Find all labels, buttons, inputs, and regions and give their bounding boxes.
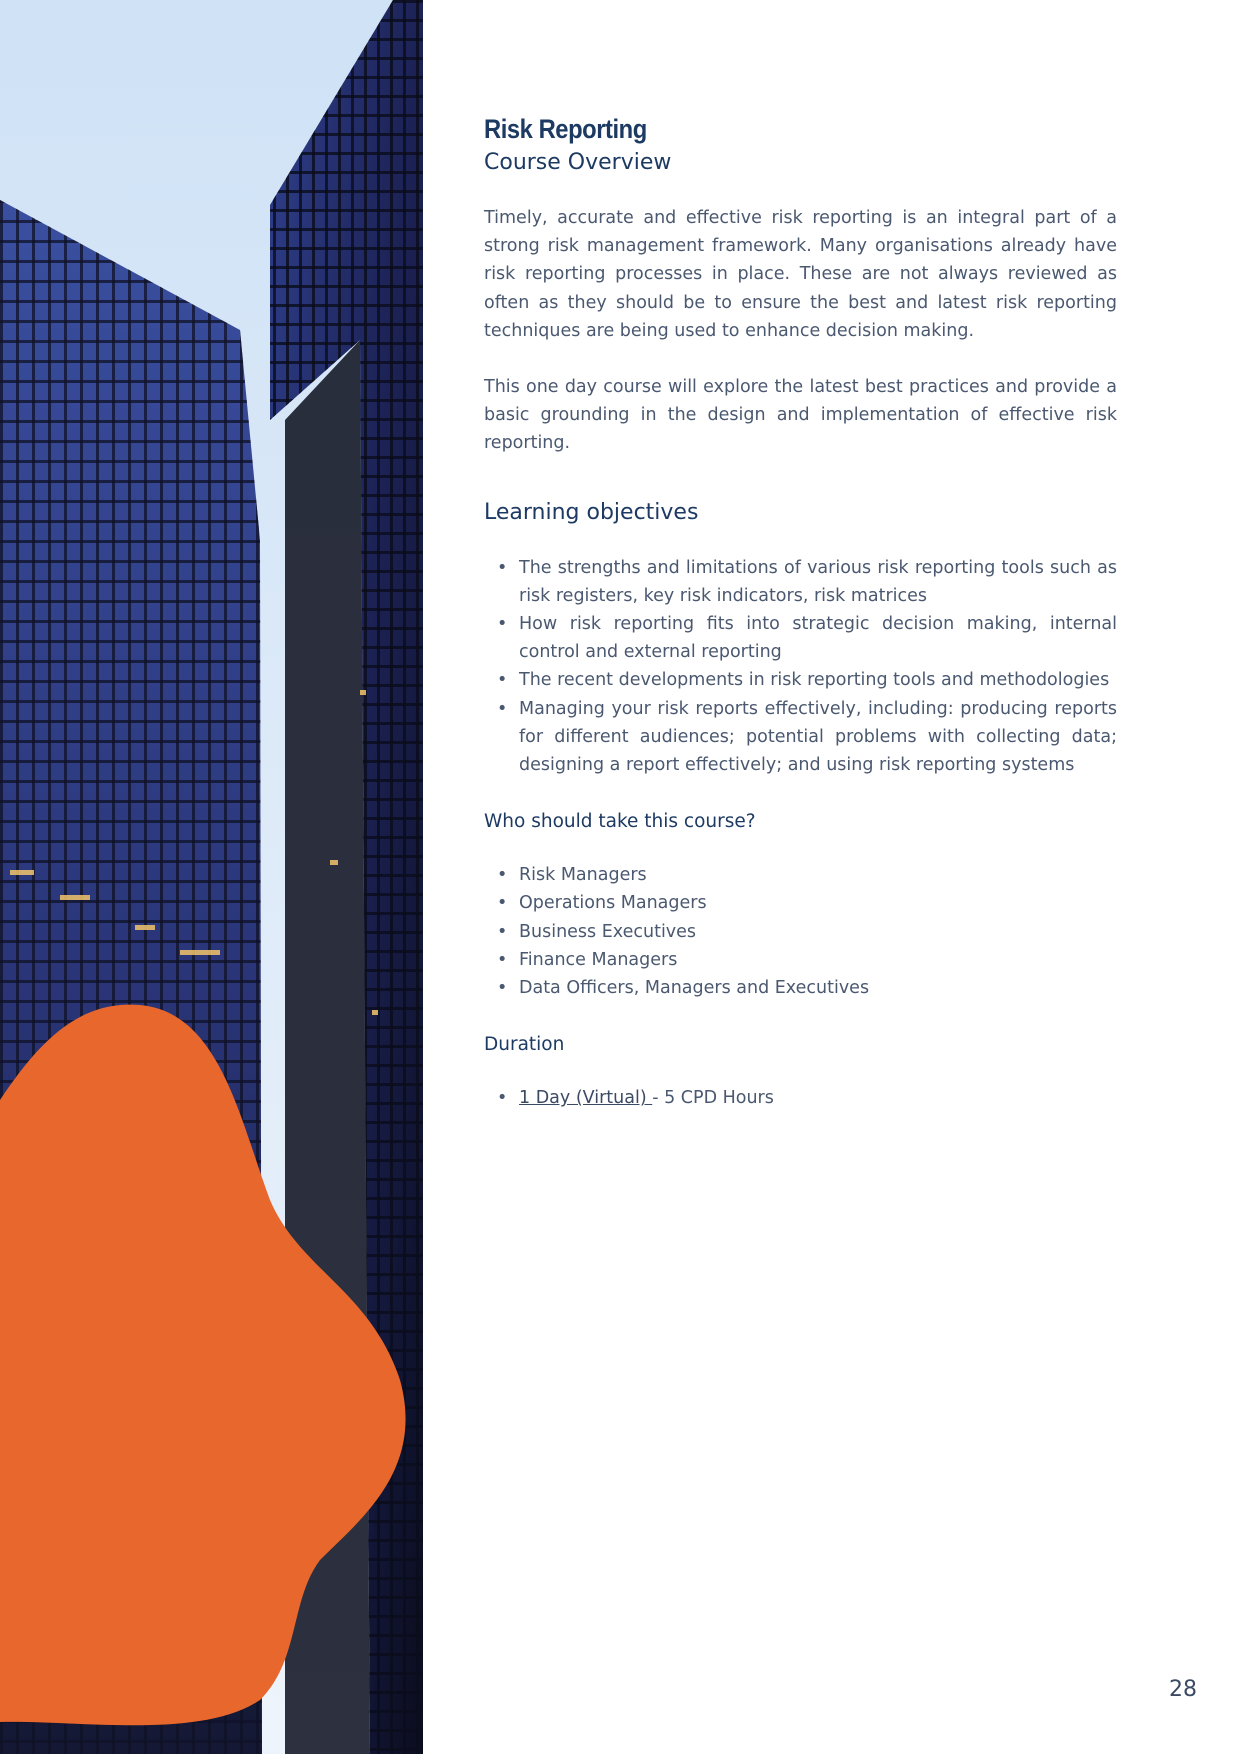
duration-list xyxy=(484,1084,1117,1112)
list-item: • How risk reporting fits into strategic decision making, internal control and external reporting xyxy=(484,610,1117,666)
list-item: • Business Executives xyxy=(484,918,1117,946)
list-item xyxy=(484,1084,1117,1112)
audience-list xyxy=(484,861,1117,1002)
list-item: • Data Officers, Managers and Executives xyxy=(484,974,1117,1002)
duration-suffix: - 5 CPD Hours xyxy=(652,1088,774,1109)
overview-paragraph: Timely, accurate and effective risk reporting is an integral part of a strong risk management framework. Many organisations already have risk reporting processes in place. These are not always reviewed as often as they should be to ensure the best and latest risk reporting techniques are being used to enhance decision making. xyxy=(484,208,1117,341)
list-item: • The strengths and limitations of various risk reporting tools such as risk registers, key risk indicators, risk matrices xyxy=(484,554,1117,610)
page-title: Risk Reporting xyxy=(484,114,647,144)
list-item: • The recent developments in risk reporting tools and methodologies xyxy=(484,666,1117,694)
list-item: • Operations Managers xyxy=(484,889,1117,917)
list-item: • Finance Managers xyxy=(484,946,1117,974)
building-photo xyxy=(0,0,423,1754)
list-item: • Managing your risk reports effectively, including: producing reports for different audiences; potential problems with collecting data; designing a report effectively; and using risk reporting systems xyxy=(484,695,1117,780)
overview-paragraph: This one day course will explore the latest best practices and provide a basic grounding in the design and implementation of effective risk reporting. xyxy=(484,377,1117,454)
learning-objectives-list xyxy=(484,554,1117,780)
audience-heading: Who should take this course? xyxy=(484,811,756,833)
page-number: 28 xyxy=(1169,1677,1197,1702)
duration-link[interactable]: 1 Day (Virtual) xyxy=(519,1088,653,1109)
list-item: • Risk Managers xyxy=(484,861,1117,889)
course-content xyxy=(484,112,1117,1112)
duration-heading: Duration xyxy=(484,1034,565,1056)
page-subtitle: Course Overview xyxy=(484,150,672,175)
learning-objectives-heading: Learning objectives xyxy=(484,499,699,525)
